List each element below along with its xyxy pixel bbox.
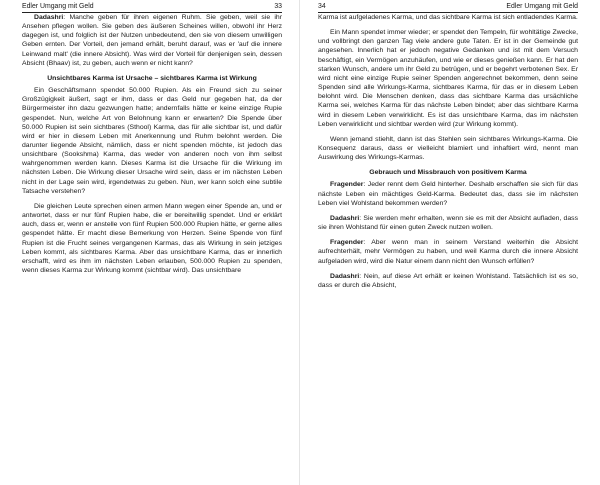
speaker-text: : Aber wenn man in seinem Verstand weiterhin die Absicht aufrechterhält, mehr Vermögen zu haben, und weil Karma durch die innere Absicht aufgeladen wird, wird die Natur einem dann nicht den Wunsch erfüllen? — [318, 239, 578, 265]
paragraph: Karma ist aufgeladenes Karma, und das sichtbare Karma ist sich entladendes Karma. — [318, 14, 578, 21]
page-number: 34 — [318, 3, 326, 10]
page-number: 33 — [274, 3, 282, 10]
speaker-text: : Nein, auf diese Art erhält er keinen Wohlstand. Tatsächlich ist es so, dass er durch die Absicht, — [318, 272, 578, 289]
paragraph — [318, 272, 578, 290]
paragraph — [22, 13, 282, 68]
right-page-body — [318, 13, 578, 290]
running-title: Edler Umgang mit Geld — [506, 3, 578, 10]
paragraph: Ein Geschäftsmann spendet 50.000 Rupien. Als ein Freund sich zu seiner Großzügigkeit äußert, sagt er ihm, dass er das Geld nur gegeben hat, da der Bürgermeister ihn dazu gezwungen hatte; andernfalls hätte er keine einzige Rupie gespendet. Nun, welche Art von Belohnung kann er erwarten? Die Spende über 50.000 Rupien ist sein sichtbares (Sthool) Karma, das für alle sichtbar ist, und dafür wird er hier in diesem Leben mit Anerkennung und Ruhm belohnt werden. Die darunter liegende Absicht, nämlich, dass er nicht spenden möchte, ist jedoch das unsichtbare (Sookshma) Karma, das weder von anderen noch von ihm selbst wahrgenommen werden kann. Dieses Karma ist die Ursache für die Wirkung im nächsten Leben. Die Wirkung dieser Ursache wird sein, dass er im nächsten Leben nicht in der Lage sein wird, irgendetwas zu geben. Nun, wer kann solch eine subtile Tatsache verstehen? — [22, 87, 282, 195]
right-page-header — [318, 0, 578, 13]
paragraph: Wenn jemand stiehlt, dann ist das Stehlen sein sichtbares Wirkungs-Karma. Die Konsequenz daraus, dass er vielleicht blamiert und inhaftiert wird, nennt man Auswirkung des Wirkungs-Karmas. — [318, 135, 578, 162]
speaker-text: : Jeder rennt dem Geld hinterher. Deshalb erschaffen sie sich für das nächste Leben ein mächtiges Geld-Karma. Bedeutet das, dass sie im nächsten Leben viel Wohlstand bekommen werden? — [318, 181, 578, 207]
speaker-label: Fragender — [330, 181, 364, 189]
speaker-text: : Sie werden mehr erhalten, wenn sie es mit der Absicht aufladen, dass sie ihren Wohlstand für einen guten Zweck nutzen wollen. — [318, 214, 578, 232]
left-page-header — [22, 0, 282, 13]
right-page — [318, 0, 578, 485]
speaker-label: Dadashri — [34, 14, 64, 21]
speaker-label: Fragender — [330, 239, 364, 247]
paragraph: Die gleichen Leute sprechen einen armen Mann wegen einer Spende an, und er antwortet, dass er nur fünf Rupien habe, die er bereitwillig spendet. Und er erklärt auch, dass er, wenn er anstelle von fünf Rupien 500.000 Rupien hätte, er gerne alles gespendet hätte. Er macht diese Bemerkung von Herzen. Seine Spende von fünf Rupien ist die Frucht seines vergangenen Karmas, das als Wirkung in sein jetziges Leben kommt, als sichtbares Karma. Aber das unsichtbare Karma, das er innerlich erschafft, wird es ihm im nächsten Leben erlauben, 500.000 Rupien zu spenden, wenn dieses Karma zur Wirkung kommt (sichtbar wird). Das unsichtbare — [22, 202, 282, 274]
page-gutter — [299, 0, 300, 485]
speaker-label: Dadashri — [330, 272, 360, 280]
running-title: Edler Umgang mit Geld — [22, 3, 94, 10]
speaker-text: : Manche geben für ihren eigenen Ruhm. Sie geben, weil sie ihr Ansehen pflegen wollen. Sie geben des äußeren Scheines willen, obwohl ihr Herz dagegen ist, und folglich ist der Nutzen unbedeutend, den sie von diesem unwilligen Geben ernten. Der Vorteil, den jemand erhält, beruht darauf, was er 'auf die innere Leinwand malt' (die innere Absicht). Was wird der Vorteil für denjenigen sein, dessen Absicht (Bhaav) ist, zu geben, auch wenn er nicht kann? — [22, 14, 282, 67]
paragraph — [318, 180, 578, 207]
section-heading: Gebrauch und Missbrauch von positivem Karma — [369, 169, 527, 177]
paragraph: Ein Mann spendet immer wieder; er spendet den Tempeln, für wohltätige Zwecke, und vollbringt den ganzen Tag viele andere gute Taten. Er ist in der Gemeinde gut angesehen. Innerlich hat er jedoch negative Gedanken und ist mit dem Versuch beschäftigt, ein Vermögen anzuhäufen, und wie er dieses genießen kann. Er hat den starken Wunsch, andere um ihr Geld zu betrügen, und er begehrt verbotenen Sex. Er wird nicht eine einzige Rupie seiner Spenden angerechnet bekommen, denn seine Spenden sind alle Wirkungs-Karma, sichtbares Karma, für das er in diesem Leben belohnt wird. Die Menschen denken, dass das sichtbare Karma das ursächliche Karma sei, welches Karma für das nächste Leben bindet; aber das sichtbare Karma wird in diesem Leben verwirklicht. Es ist das unsichtbare Karma, das im nächsten Leben verwirklicht und sichtbar werden wird (zur Wirkung kommt). — [318, 29, 578, 128]
paragraph — [318, 214, 578, 232]
speaker-label: Dadashri — [330, 214, 360, 222]
left-page-body — [22, 13, 282, 275]
left-page — [22, 0, 282, 485]
section-heading: Unsichtbares Karma ist Ursache – sichtbares Karma ist Wirkung — [47, 74, 257, 82]
paragraph — [318, 238, 578, 265]
